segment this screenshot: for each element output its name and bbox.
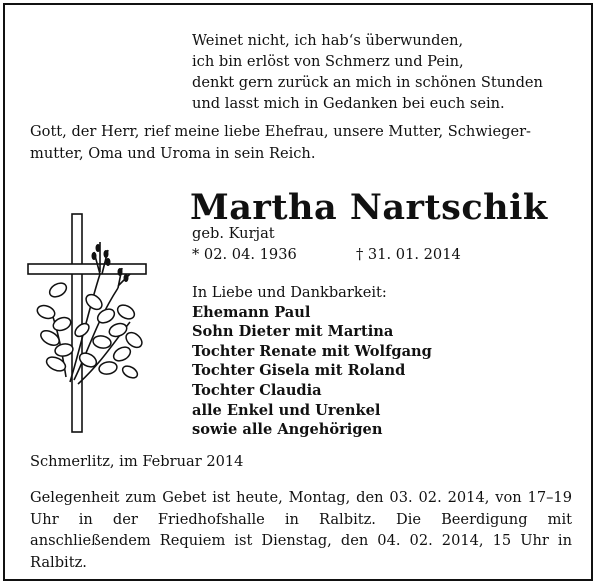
mourners-block	[192, 283, 432, 440]
birth-date: * 02. 04. 1936	[192, 246, 297, 263]
mourner-item: alle Enkel und Urenkel	[192, 401, 381, 419]
poem	[192, 30, 543, 114]
mourner-item: Sohn Dieter mit Martina	[192, 323, 394, 341]
mourners-heading: In Liebe und Dankbarkeit:	[192, 284, 387, 301]
place-date: Schmerlitz, im Februar 2014	[30, 453, 244, 470]
mourner-item: Tochter Renate mit Wolfgang	[192, 342, 432, 360]
maiden-name: geb. Kurjat	[192, 225, 275, 242]
poem-line: und lasst mich in Gedanken bei euch sein.	[192, 95, 505, 112]
mourner-item: Ehemann Paul	[192, 303, 311, 321]
poem-line: ich bin erlöst von Schmerz und Pein,	[192, 53, 464, 70]
cross-with-ivy-icon	[22, 212, 152, 434]
mourner-item: sowie alle Angehörigen	[192, 421, 383, 439]
intro-text: Gott, der Herr, rief meine liebe Ehefrau, unsere Mutter, Schwieger-mutter, Oma und Uroma in sein Reich.	[30, 123, 531, 162]
deceased-name: Martha Nartschik	[190, 187, 548, 228]
poem-line: denkt gern zurück an mich in schönen Stunden	[192, 74, 543, 91]
death-date: † 31. 01. 2014	[356, 246, 461, 263]
mourner-item: Tochter Gisela mit Roland	[192, 362, 406, 380]
poem-line: Weinet nicht, ich hab‘s überwunden,	[192, 32, 464, 49]
closing-text: Gelegenheit zum Gebet ist heute, Montag, den 03. 02. 2014, von 17–19 Uhr in der Friedhofshalle in Ralbitz. Die Beerdigung mit anschließendem Requiem ist Dienstag, den 04. 02. 2014, 15 Uhr in Ralbitz.	[30, 489, 572, 571]
mourner-item: Tochter Claudia	[192, 381, 322, 399]
